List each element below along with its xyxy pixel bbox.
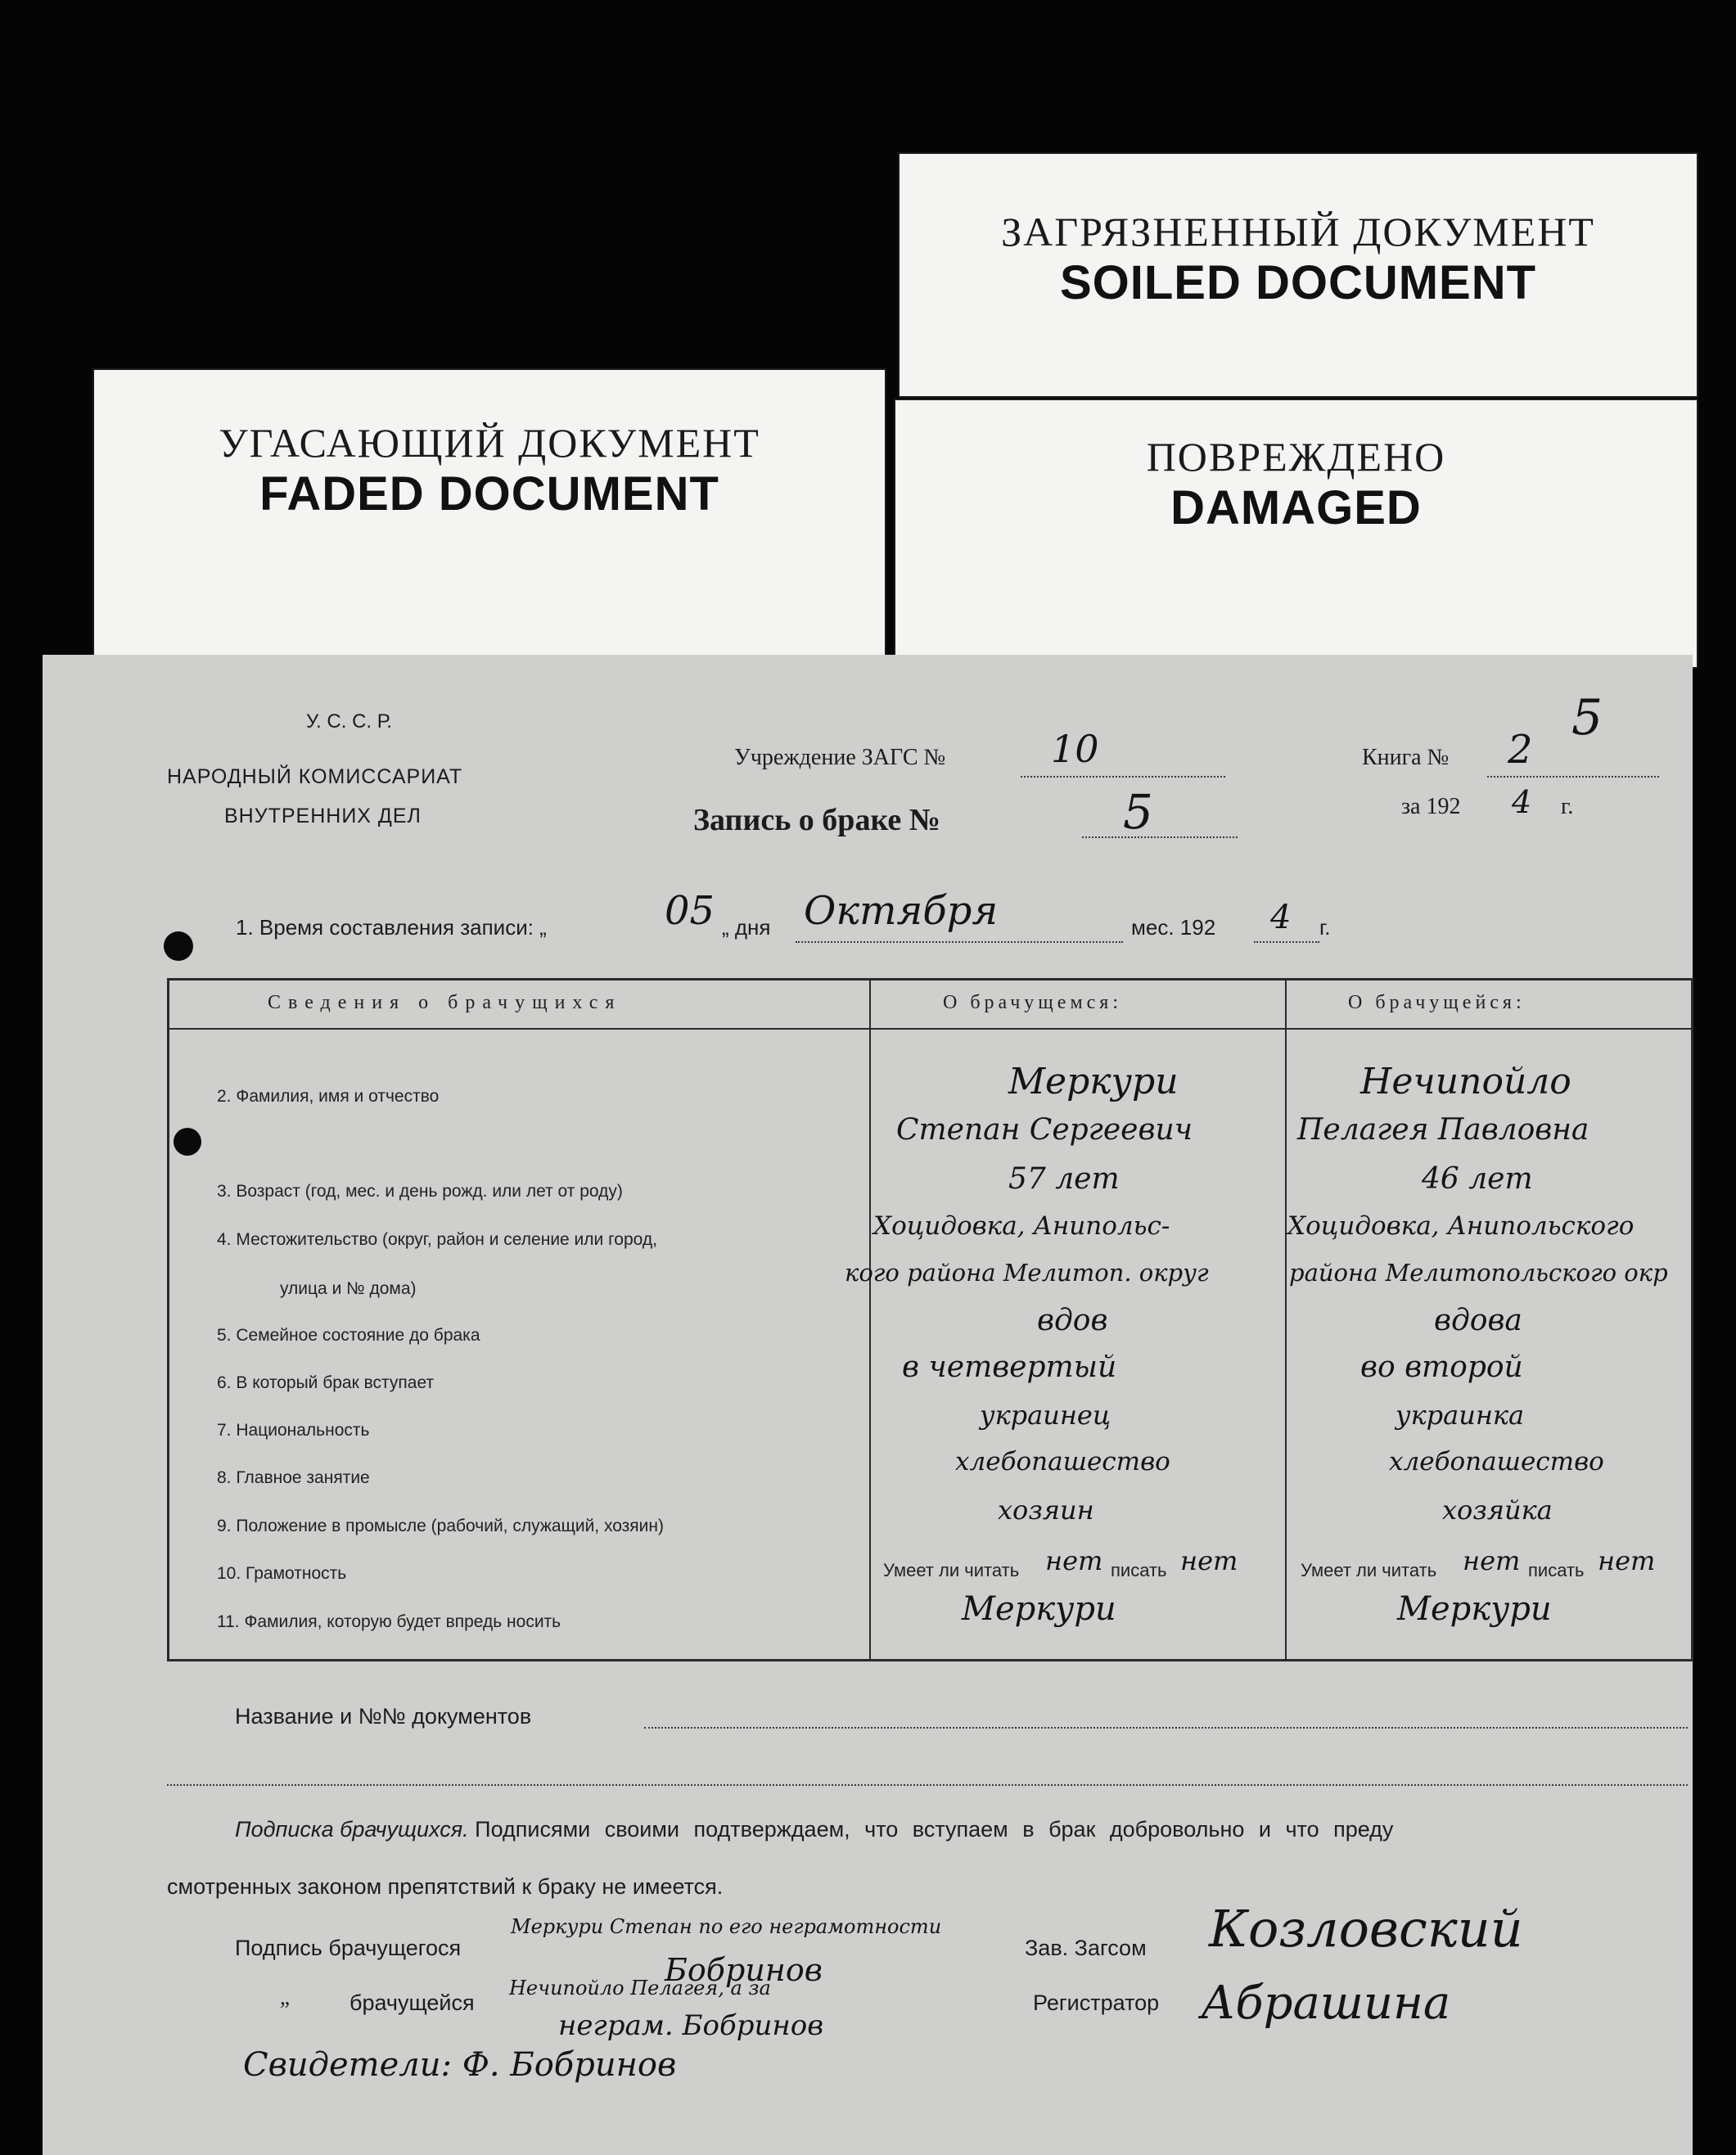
book-label: Книга № xyxy=(1362,745,1450,770)
book-number-line xyxy=(1487,776,1659,778)
groom-nationality: украинец xyxy=(980,1400,1111,1431)
groom-read: нет xyxy=(1045,1545,1103,1576)
groom-occupation: хлебопашество xyxy=(955,1447,1170,1476)
declaration-text-2: смотренных законом препятствий к браку не имеется. xyxy=(167,1874,724,1899)
table-divider-1 xyxy=(869,981,871,1659)
row-literacy-label: 10. Грамотность xyxy=(217,1564,347,1583)
punch-hole-top xyxy=(164,931,193,961)
declaration-title: Подписка брачущихся. xyxy=(235,1817,469,1842)
record-year-line xyxy=(1254,941,1319,943)
bride-position: хозяйка xyxy=(1442,1495,1553,1526)
row-occupation-label: 8. Главное занятие xyxy=(217,1468,370,1487)
faded-card-en: FADED DOCUMENT xyxy=(259,467,719,521)
zags-number: 10 xyxy=(1051,727,1099,771)
groom-position: хозяин xyxy=(998,1495,1094,1526)
groom-signature-label: Подпись брачущегося xyxy=(235,1936,462,1960)
groom-read-label: Умеет ли читать xyxy=(883,1560,1020,1580)
declaration-text-1: Подписями своими подтверждаем, что вступаем в брак добровольно и что преду xyxy=(475,1817,1394,1842)
record-number: 5 xyxy=(1123,784,1153,840)
bride-residence-2: района Мелитопольского окр xyxy=(1289,1259,1668,1287)
record-year-suffix: г. xyxy=(1319,915,1331,940)
bride-occupation: хлебопашество xyxy=(1389,1447,1604,1476)
soiled-document-card xyxy=(898,152,1698,398)
bride-signature: Нечипойло Пелагея, а за xyxy=(509,1977,771,1999)
bride-age: 46 лет xyxy=(1422,1162,1533,1196)
bride-signature-quote: „ xyxy=(280,1985,290,2009)
bride-signature-label: брачущейся xyxy=(349,1990,475,2015)
soiled-card-ru: ЗАГРЯЗНЕННЫЙ ДОКУМЕНТ xyxy=(1001,209,1595,255)
groom-surname: Меркури xyxy=(1008,1061,1179,1102)
zags-label: Учреждение ЗАГС № xyxy=(734,745,946,770)
col-header-bride: О брачущейся: xyxy=(1348,992,1526,1013)
bride-nationality: украинка xyxy=(1396,1400,1525,1431)
corner-number: 5 xyxy=(1571,689,1603,746)
groom-residence-1: Хоцидовка, Анипольс- xyxy=(873,1211,1170,1241)
spouses-table xyxy=(167,978,1693,1661)
year-suffix: г. xyxy=(1561,794,1574,819)
year-prefix: за 192 xyxy=(1401,794,1461,819)
documents-line-2 xyxy=(167,1784,1688,1786)
declaration-line-1 xyxy=(235,1817,1393,1842)
faded-card-ru: УГАСАЮЩИЙ ДОКУМЕНТ xyxy=(219,420,760,466)
record-number-line xyxy=(1082,836,1238,838)
row-residence-label-2: улица и № дома) xyxy=(280,1279,417,1298)
row-marital-label: 5. Семейное состояние до брака xyxy=(217,1326,480,1345)
book-number: 2 xyxy=(1508,727,1533,773)
record-month: Октября xyxy=(804,888,999,934)
record-month-label: мес. 192 xyxy=(1131,915,1216,940)
registrar-signature: Абрашина xyxy=(1201,1977,1451,2030)
col-header-info: Сведения о брачущихся xyxy=(268,992,622,1013)
row-nationality-label: 7. Национальность xyxy=(217,1421,370,1440)
year-digit: 4 xyxy=(1512,784,1532,820)
commissariat-line-1: НАРОДНЫЙ КОМИССАРИАТ xyxy=(167,765,463,788)
record-year-digit: 4 xyxy=(1270,899,1292,936)
bride-marriage-number: во второй xyxy=(1360,1350,1523,1384)
row-residence-label: 4. Местожительство (округ, район и селение или город, xyxy=(217,1230,657,1249)
groom-marital: вдов xyxy=(1037,1304,1108,1337)
row-future-surname-label: 11. Фамилия, которую будет впредь носить xyxy=(217,1612,561,1631)
bride-write-label: писать xyxy=(1528,1560,1585,1580)
bride-given-names: Пелагея Павловна xyxy=(1297,1113,1589,1147)
commissariat-line-2: ВНУТРЕННИХ ДЕЛ xyxy=(224,805,422,827)
bride-read-label: Умеет ли читать xyxy=(1301,1560,1437,1580)
record-month-line xyxy=(796,941,1123,943)
documents-line xyxy=(644,1727,1688,1729)
row-marriage-number-label: 6. В который брак вступает xyxy=(217,1373,435,1392)
col-header-groom: О брачущемся: xyxy=(943,992,1122,1013)
faded-document-card xyxy=(92,368,886,663)
bride-surname: Нечипойло xyxy=(1360,1061,1571,1102)
bride-future-surname: Меркури xyxy=(1397,1590,1552,1628)
bride-residence-1: Хоцидовка, Анипольского xyxy=(1287,1211,1635,1241)
row-position-label: 9. Положение в промысле (рабочий, служащий, хозяин) xyxy=(217,1517,664,1535)
groom-write: нет xyxy=(1180,1545,1238,1576)
record-day-label: „ дня xyxy=(722,915,771,940)
table-divider-2 xyxy=(1285,981,1287,1659)
marriage-record-form xyxy=(43,655,1693,2155)
head-label: Зав. Загсом xyxy=(1025,1936,1147,1960)
bride-marital: вдова xyxy=(1434,1304,1522,1337)
record-time-label: 1. Время составления записи: „ xyxy=(236,915,547,940)
row-name-label: 2. Фамилия, имя и отчество xyxy=(217,1087,440,1106)
groom-given-names: Степан Сергеевич xyxy=(896,1113,1193,1147)
groom-residence-2: кого района Мелитоп. округ xyxy=(845,1259,1209,1287)
bride-write: нет xyxy=(1598,1545,1656,1576)
damaged-document-card xyxy=(894,399,1698,669)
groom-signature: Меркури Степан по его неграмотности xyxy=(511,1915,942,1938)
ussr-label: У. С. С. Р. xyxy=(306,710,392,733)
registrar-label: Регистратор xyxy=(1033,1990,1160,2015)
table-header-rule xyxy=(169,1028,1691,1030)
groom-write-label: писать xyxy=(1111,1560,1167,1580)
zags-number-line xyxy=(1021,776,1225,778)
documents-label: Название и №№ документов xyxy=(235,1704,532,1729)
damaged-card-en: DAMAGED xyxy=(1170,481,1422,534)
witness-signature: Свидетели: Ф. Бобринов xyxy=(243,2046,677,2084)
damaged-card-ru: ПОВРЕЖДЕНО xyxy=(1146,434,1446,480)
head-signature: Козловский xyxy=(1209,1899,1523,1959)
groom-marriage-number: в четвертый xyxy=(902,1350,1117,1384)
bride-signature-2: неграм. Бобринов xyxy=(558,2009,824,2042)
groom-future-surname: Меркури xyxy=(962,1590,1116,1628)
record-day: 05 xyxy=(665,888,715,934)
row-age-label: 3. Возраст (год, мес. и день рожд. или лет от роду) xyxy=(217,1182,623,1201)
groom-signature-2: Бобринов xyxy=(665,1952,823,1988)
soiled-card-en: SOILED DOCUMENT xyxy=(1059,256,1537,309)
groom-age: 57 лет xyxy=(1008,1162,1120,1196)
record-title: Запись о браке № xyxy=(693,803,940,837)
bride-read: нет xyxy=(1463,1545,1521,1576)
